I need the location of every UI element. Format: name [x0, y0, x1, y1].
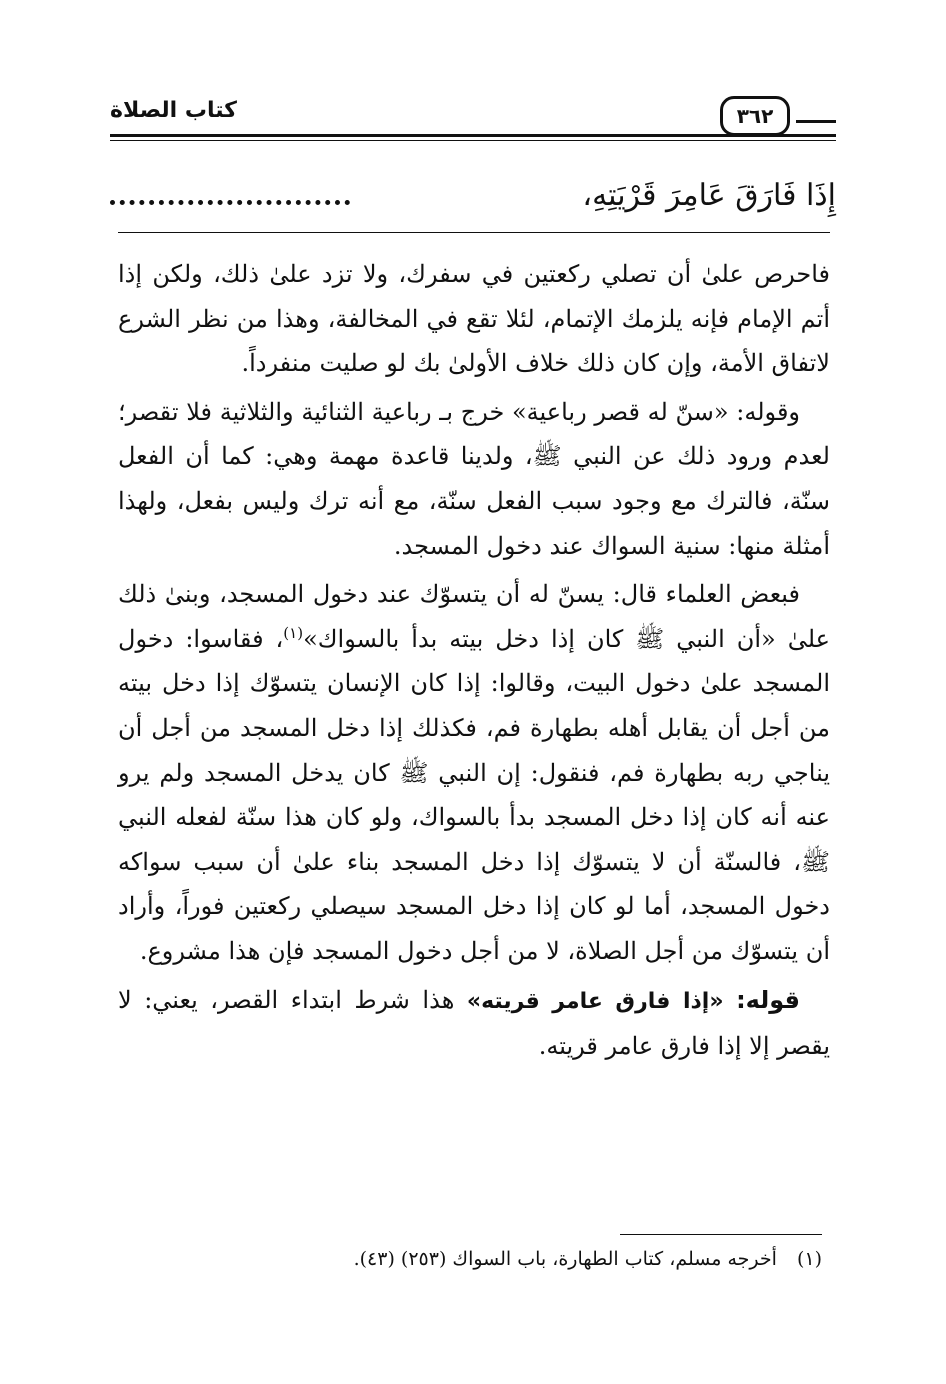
header-rule-thick	[110, 134, 836, 137]
commentary-body	[118, 252, 830, 1073]
footnote-reference[interactable]: (١)	[283, 623, 304, 642]
paragraph-3	[118, 572, 830, 973]
footnote-1	[200, 1242, 822, 1276]
matn-line	[110, 172, 836, 228]
page-number-badge: ٣٦٢	[720, 96, 790, 136]
footnote-separator	[620, 1234, 822, 1235]
footnote-text: أخرجه مسلم، كتاب الطهارة، باب السواك (٢٥٣) (٤٣).	[353, 1248, 777, 1270]
footnote-marker: (١)	[796, 1248, 822, 1270]
matn-dotted-leader	[110, 180, 350, 205]
header-rule-thin	[110, 140, 836, 141]
qawl-label: قوله:	[736, 985, 801, 1014]
paragraph-3-text-a: فبعض العلماء قال: يسنّ له أن يتسوّك عند دخول المسجد، وبنىٰ ذلك علىٰ «أن النبي ﷺ كان إذا دخل بيته بدأ بالسواك»	[118, 580, 830, 653]
matn-separator-rule	[118, 232, 830, 233]
paragraph-1: فاحرص علىٰ أن تصلي ركعتين في سفرك، ولا تزد علىٰ ذلك، ولكن إذا أتم الإمام فإنه يلزمك الإتمام، لئلا تقع في المخالفة، وهذا من نظر الشرع لاتفاق الأمة، وإن كان ذلك خلاف الأولىٰ بك لو صليت منفرداً.	[118, 260, 830, 378]
running-title: كتاب الصلاة	[110, 98, 237, 123]
page-header	[110, 96, 836, 148]
matn-quote: «إذا فارق عامر قريته»	[466, 988, 724, 1014]
paragraph-3-text-b: ، فقاسوا: دخول المسجد علىٰ دخول البيت، وقالوا: إذا كان الإنسان يتسوّك إذا دخل بيته من أجل أن يقابل أهله بطهارة فم، فكذلك إذا دخل المسجد من أجل أن يناجي ربه بطهارة فم، فنقول: إن النبي ﷺ كان يدخل المسجد ولم يرو عنه أنه كان إذا دخل المسجد بدأ بالسواك، ولو كان هذا سنّة لفعله النبي ﷺ، فالسنّة أن لا يتسوّك إذا دخل المسجد بناء علىٰ أن سبب سواكه دخول المسجد، أما لو كان إذا دخل المسجد سيصلي ركعتين فوراً، وأراد أن يتسوّك من أجل الصلاة، لا من أجل دخول المسجد فإن هذا مشروع.	[118, 624, 830, 965]
paragraph-4-text: هذا شرط ابتداء القصر، يعني: لا يقصر إلا إذا فارق عامر قريته.	[118, 985, 830, 1061]
header-ornament-line	[796, 120, 836, 123]
matn-text: إِذَا فَارَقَ عَامِرَ قَرْيَتِهِ،	[582, 178, 836, 213]
paragraph-4	[118, 978, 830, 1069]
paragraph-2: وقوله: «سنّ له قصر رباعية» خرج بـ رباعية الثنائية والثلاثية فلا تقصر؛ لعدم ورود ذلك عن النبي ﷺ، ولدينا قاعدة مهمة وهي: كما أن الفعل سنّة، فالترك مع وجود سبب الفعل سنّة، مع أنه ترك وليس بفعل، ولهذا أمثلة منها: سنية السواك عند دخول المسجد.	[118, 397, 830, 560]
